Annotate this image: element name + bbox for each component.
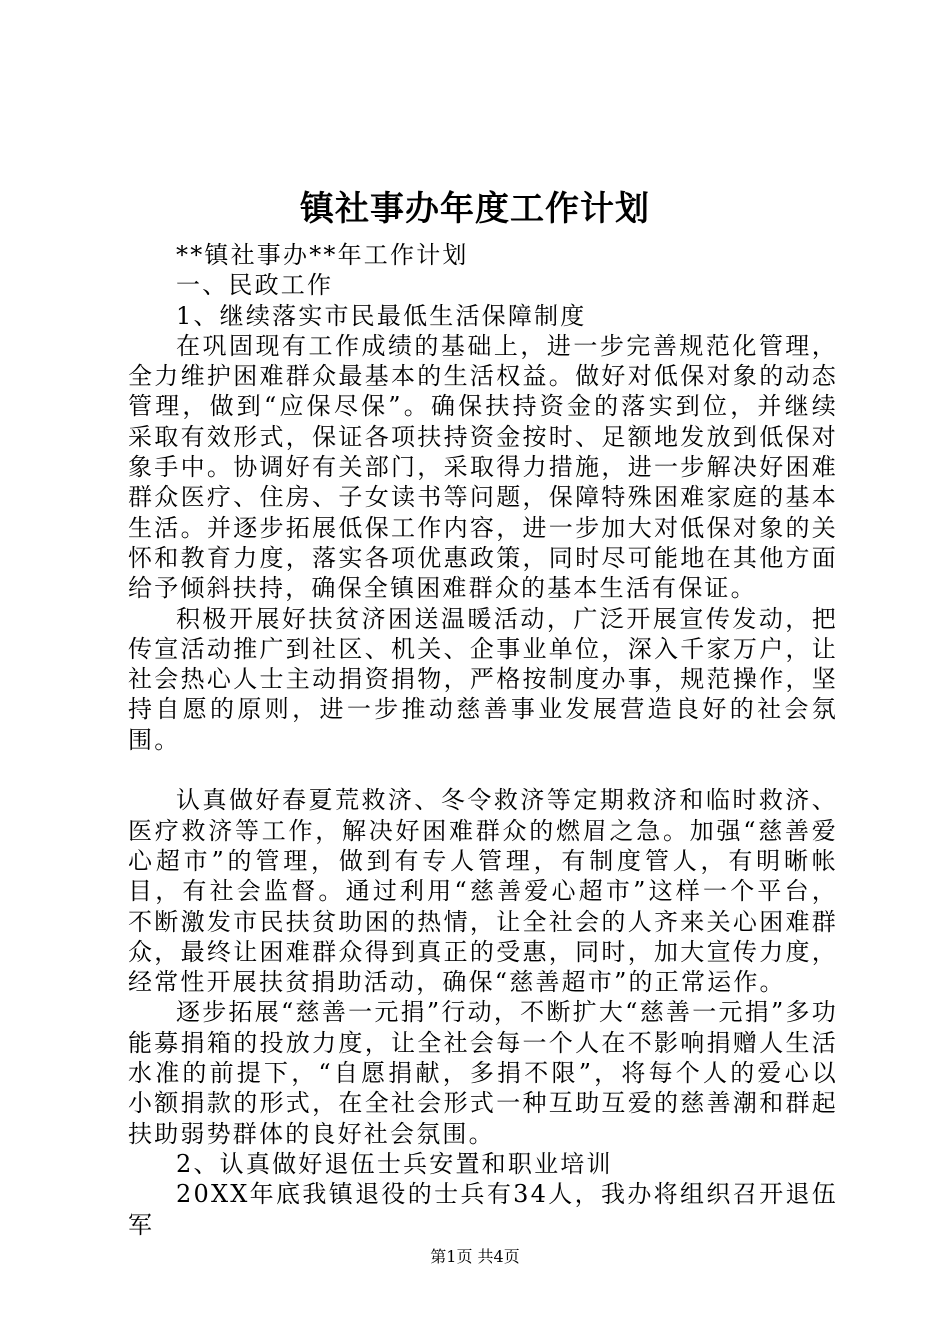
section-heading-civil-affairs: 一、民政工作	[176, 271, 334, 300]
document-title: 镇社事办年度工作计划	[300, 189, 650, 229]
paragraph: 积极开展好扶贫济困送温暖活动，广泛开展宣传发动，把传宣活动推广到社区、机关、企事业单位，深入千家万户，让社会热心人士主动捐资捐物，严格按制度办事，规范操作，坚持自愿的原则，进一步推动慈善事业发展营造良好的社会氛围。	[128, 604, 838, 754]
subtitle-line: **镇社事办**年工作计划	[176, 241, 469, 269]
subsection-heading-2: 2、认真做好退伍士兵安置和职业培训	[176, 1149, 613, 1178]
page-footer: 第1页 共4页	[430, 1247, 520, 1266]
document-body	[128, 240, 838, 1240]
subsection-heading-1: 1、继续落实市民最低生活保障制度	[176, 301, 587, 330]
paragraph: 认真做好春夏荒救济、冬令救济等定期救济和临时救济、医疗救济等工作，解决好困难群众的燃眉之急。加强“慈善爱心超市”的管理，做到有专人管理，有制度管人，有明晰帐目，有社会监督。通过利用“慈善爱心超市”这样一个平台，不断激发市民扶贫助困的热情，让全社会的人齐来关心困难群众，最终让困难群众得到真正的受惠，同时，加大宣传力度，经常性开展扶贫捐助活动，确保“慈善超市”的正常运作。	[128, 786, 838, 997]
blank-line	[128, 755, 838, 785]
paragraph: 逐步拓展“慈善一元捐”行动，不断扩大“慈善一元捐”多功能募捐箱的投放力度，让全社会每一个人在不影响捐赠人生活水准的前提下，“自愿捐献，多捐不限”，将每个人的爱心以小额捐款的形式，在全社会形式一种互助互爱的慈善潮和群起扶助弱势群体的良好社会氛围。	[128, 998, 838, 1148]
paragraph: 在巩固现有工作成绩的基础上，进一步完善规范化管理，全力维护困难群众最基本的生活权益。做好对低保对象的动态管理，做到“应保尽保”。确保扶持资金的落实到位，并继续采取有效形式，保证各项扶持资金按时、足额地发放到低保对象手中。协调好有关部门，采取得力措施，进一步解决好困难群众医疗、住房、子女读书等问题，保障特殊困难家庭的基本生活。并逐步拓展低保工作内容，进一步加大对低保对象的关怀和教育力度，落实各项优惠政策，同时尽可能地在其他方面给予倾斜扶持，确保全镇困难群众的基本生活有保证。	[128, 331, 838, 603]
paragraph: 20XX年底我镇退役的士兵有34人，我办将组织召开退伍军	[128, 1180, 838, 1239]
